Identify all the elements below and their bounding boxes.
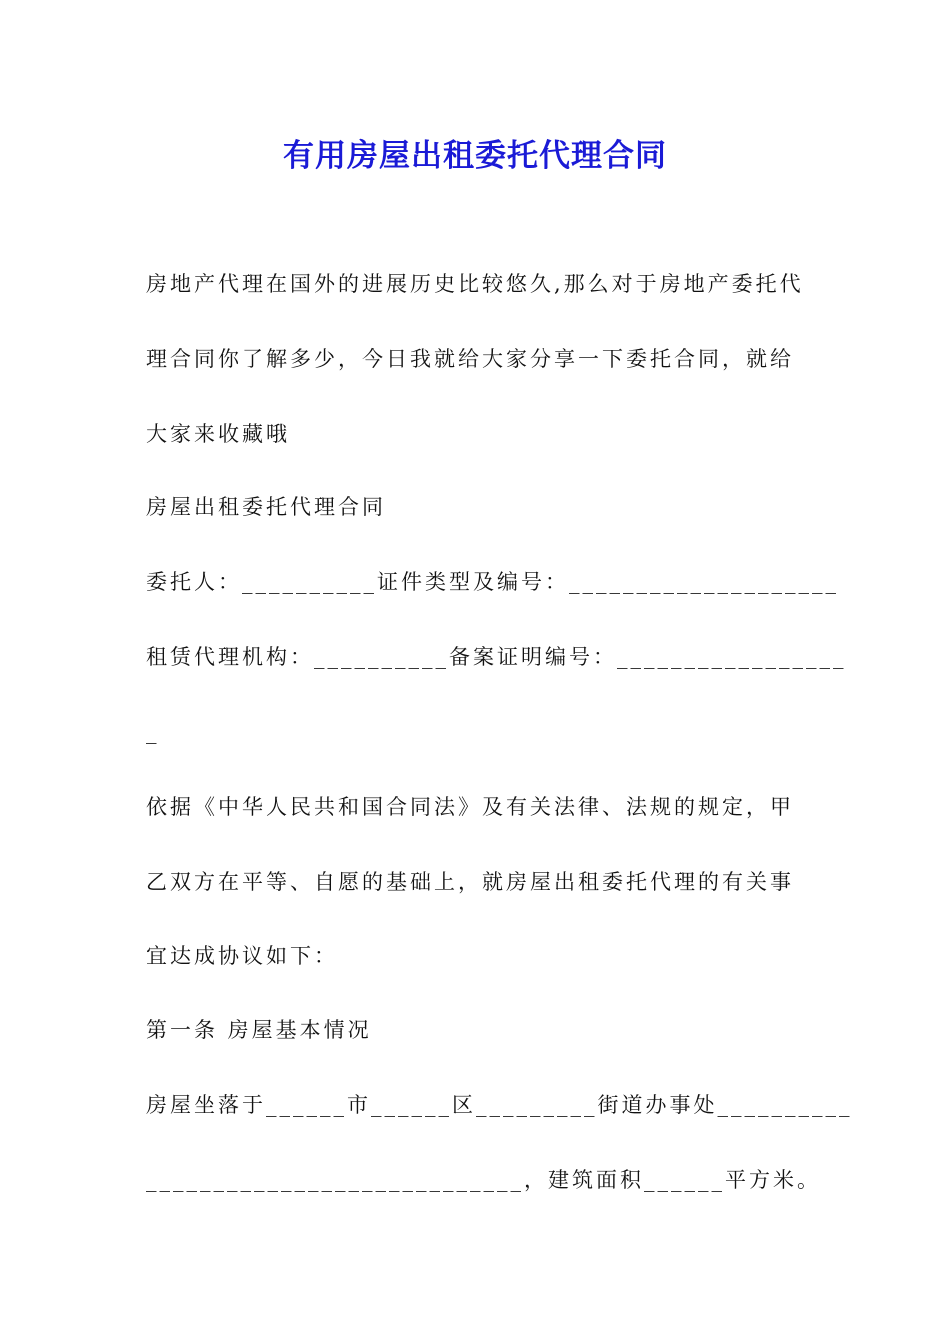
- principal-field-line: 委托人：__________证件类型及编号：____________________: [146, 570, 839, 594]
- paragraph-line: 房地产代理在国外的进展历史比较悠久,那么对于房地产委托代: [146, 272, 804, 296]
- paragraph-line: 依据《中华人民共和国合同法》及有关法律、法规的规定，甲: [146, 795, 794, 819]
- paragraph-line: 乙双方在平等、自愿的基础上，就房屋出租委托代理的有关事: [146, 870, 794, 894]
- property-location-line: 房屋坐落于______市______区_________街道办事处__________: [146, 1093, 853, 1117]
- paragraph-line: 理合同你了解多少，今日我就给大家分享一下委托合同，就给: [146, 347, 794, 371]
- article-heading: 第一条 房屋基本情况: [146, 1018, 372, 1042]
- paragraph-line: 大家来收藏哦: [146, 422, 290, 446]
- agency-field-line: 租赁代理机构：__________备案证明编号：_________________: [146, 645, 847, 669]
- property-area-line: ____________________________，建筑面积______平方米。: [146, 1168, 821, 1192]
- document-title: 有用房屋出租委托代理合同: [283, 138, 667, 174]
- blank-continuation: _: [146, 720, 160, 744]
- paragraph-line: 宜达成协议如下：: [146, 944, 338, 968]
- section-heading: 房屋出租委托代理合同: [146, 495, 386, 519]
